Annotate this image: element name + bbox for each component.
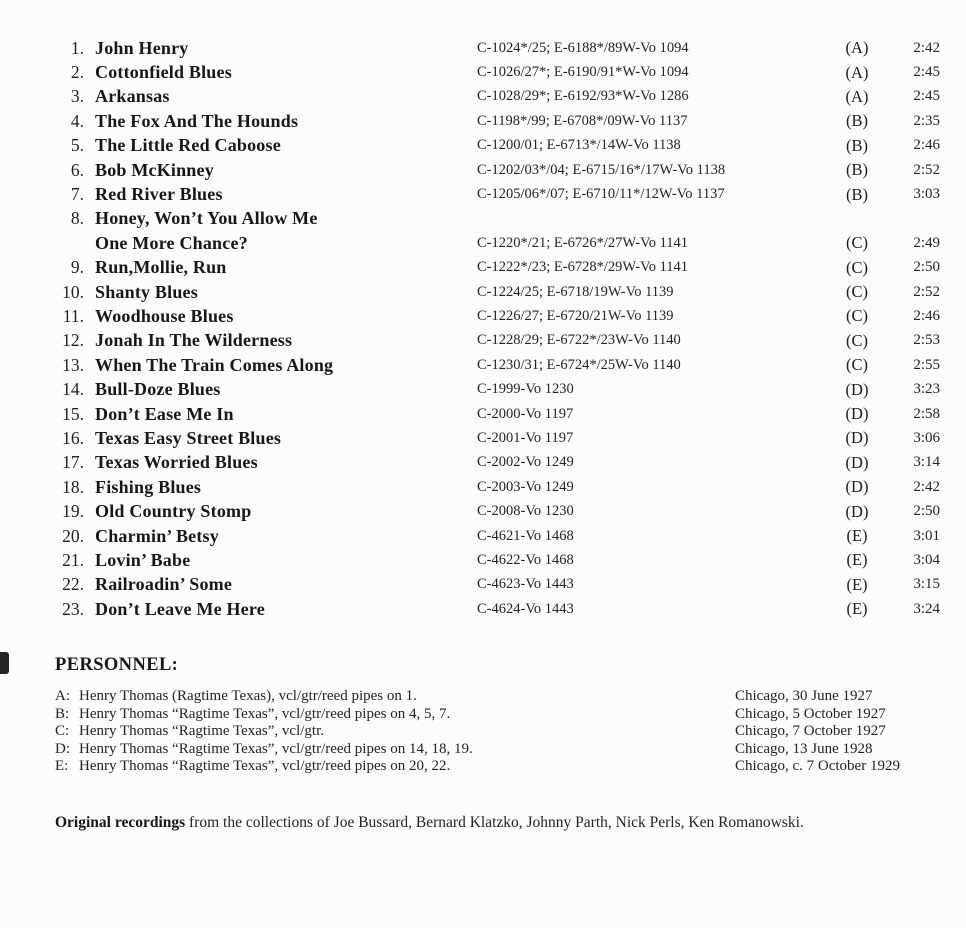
track-row <box>55 280 940 304</box>
session-date: Chicago, 30 June 1927 <box>735 688 873 704</box>
track-duration: 2:49 <box>913 234 940 251</box>
track-row <box>55 182 940 206</box>
matrix-numbers: C-4624-Vo 1443 <box>477 600 574 617</box>
session-label: C: <box>55 723 70 740</box>
track-number: 2. <box>70 62 84 83</box>
track-number: 14. <box>62 379 84 400</box>
session-date: Chicago, 5 October 1927 <box>735 705 886 722</box>
track-list <box>55 36 940 621</box>
track-title: Don’t Leave Me Here <box>95 598 265 619</box>
track-title: Bull-Doze Blues <box>95 379 221 400</box>
session-letter: (C) <box>846 355 868 375</box>
track-title: Honey, Won’t You Allow Me <box>95 208 318 229</box>
personnel-entry <box>55 688 940 706</box>
track-title: Run,Mollie, Run <box>95 257 227 278</box>
track-title: Lovin’ Babe <box>95 549 191 570</box>
track-title-line2: One More Chance? <box>95 232 248 253</box>
matrix-numbers: C-1024*/25; E-6188*/89W-Vo 1094 <box>477 39 689 56</box>
track-title-cell <box>91 499 477 523</box>
track-row <box>55 304 940 328</box>
personnel-text: Henry Thomas “Ragtime Texas”, vcl/gtr/reed pipes on 20, 22. <box>79 758 451 775</box>
track-row <box>55 134 940 158</box>
track-title-cell <box>91 573 477 597</box>
track-row <box>55 109 940 133</box>
track-duration: 2:45 <box>913 88 940 105</box>
track-title-cell <box>91 207 477 256</box>
session-date: Chicago, c. 7 October 1929 <box>735 758 900 775</box>
scan-artifact <box>0 652 9 674</box>
matrix-numbers: C-2000-Vo 1197 <box>477 405 574 422</box>
track-duration: 2:45 <box>913 64 940 81</box>
track-title-cell <box>91 182 477 206</box>
track-title-cell <box>91 353 477 377</box>
matrix-numbers: C-1202/03*/04; E-6715/16*/17W-Vo 1138 <box>477 161 726 178</box>
track-duration: 2:46 <box>913 137 940 154</box>
matrix-numbers: C-2002-Vo 1249 <box>477 454 574 471</box>
track-duration: 2:52 <box>913 283 940 300</box>
personnel-entries <box>55 688 940 776</box>
track-title: When The Train Comes Along <box>95 354 334 375</box>
session-letter: (D) <box>845 379 869 399</box>
track-row <box>55 36 940 60</box>
track-number: 4. <box>70 110 84 131</box>
matrix-numbers: C-1028/29*; E-6192/93*W-Vo 1286 <box>477 88 689 105</box>
session-letter: (C) <box>846 330 868 350</box>
track-number: 6. <box>70 159 84 180</box>
session-letter: (C) <box>846 257 868 277</box>
track-duration: 2:52 <box>913 161 940 178</box>
track-duration: 3:06 <box>913 429 940 446</box>
track-row <box>55 597 940 621</box>
track-row <box>55 499 940 523</box>
track-title-cell <box>91 377 477 401</box>
track-title-cell <box>91 109 477 133</box>
track-row <box>55 524 940 548</box>
matrix-numbers: C-1222*/23; E-6728*/29W-Vo 1141 <box>477 259 689 276</box>
session-letter: (D) <box>845 428 869 448</box>
track-title-cell <box>91 426 477 450</box>
matrix-numbers: C-2003-Vo 1249 <box>477 478 574 495</box>
session-label: A: <box>55 688 70 704</box>
session-letter: (B) <box>846 135 868 155</box>
track-row <box>55 329 940 353</box>
track-title: The Fox And The Hounds <box>95 110 299 131</box>
session-label: E: <box>55 758 69 775</box>
matrix-numbers: C-1230/31; E-6724*/25W-Vo 1140 <box>477 356 681 373</box>
personnel-text: Henry Thomas “Ragtime Texas”, vcl/gtr/reed pipes on 14, 18, 19. <box>79 740 473 757</box>
track-title-cell <box>91 134 477 158</box>
matrix-numbers: C-1224/25; E-6718/19W-Vo 1139 <box>477 283 674 300</box>
track-duration: 3:24 <box>913 600 940 617</box>
track-number: 9. <box>70 257 84 278</box>
track-row <box>55 475 940 499</box>
track-number: 13. <box>62 354 84 375</box>
track-title: Woodhouse Blues <box>95 305 234 326</box>
session-letter: (E) <box>846 526 868 545</box>
personnel-entry <box>55 758 940 776</box>
session-letter: (E) <box>846 550 868 570</box>
personnel-entry <box>55 723 940 741</box>
track-title: Charmin’ Betsy <box>95 525 219 546</box>
track-number: 12. <box>62 330 84 351</box>
track-title-cell <box>91 280 477 304</box>
session-letter: (D) <box>845 452 869 472</box>
track-row <box>55 451 940 475</box>
track-row <box>55 85 940 109</box>
matrix-numbers: C-4623-Vo 1443 <box>477 576 574 593</box>
matrix-numbers: C-1220*/21; E-6726*/27W-Vo 1141 <box>477 234 689 251</box>
session-letter: (B) <box>846 160 868 180</box>
track-title: Jonah In The Wilderness <box>95 330 293 351</box>
session-letter: (D) <box>845 477 869 497</box>
track-title: John Henry <box>95 37 189 58</box>
matrix-numbers: C-1228/29; E-6722*/23W-Vo 1140 <box>477 332 681 349</box>
matrix-numbers: C-1198*/99; E-6708*/09W-Vo 1137 <box>477 112 688 129</box>
track-row <box>55 256 940 280</box>
track-number: 16. <box>62 427 84 448</box>
matrix-numbers: C-4622-Vo 1468 <box>477 551 574 568</box>
track-title-cell <box>91 304 477 328</box>
matrix-numbers: C-1200/01; E-6713*/14W-Vo 1138 <box>477 137 681 154</box>
track-title-cell <box>91 36 477 60</box>
track-title: Fishing Blues <box>95 476 202 497</box>
track-title: Arkansas <box>95 86 170 107</box>
personnel-entry <box>55 706 940 724</box>
track-title: Old Country Stomp <box>95 501 252 522</box>
personnel-text: Henry Thomas (Ragtime Texas), vcl/gtr/reed pipes on 1. <box>79 688 417 704</box>
matrix-numbers: C-1205/06*/07; E-6710/11*/12W-Vo 1137 <box>477 186 725 203</box>
session-letter: (C) <box>846 306 868 326</box>
track-row <box>55 353 940 377</box>
track-row <box>55 573 940 597</box>
track-title-cell <box>91 548 477 572</box>
session-letter: (B) <box>846 184 868 204</box>
track-number: 20. <box>62 525 84 546</box>
track-duration: 3:14 <box>913 454 940 471</box>
track-number: 19. <box>62 501 84 522</box>
track-number: 22. <box>62 574 84 595</box>
track-title: Red River Blues <box>95 184 223 205</box>
track-row <box>55 158 940 182</box>
session-label: B: <box>55 705 70 722</box>
track-number: 7. <box>70 184 84 205</box>
matrix-numbers: C-1999-Vo 1230 <box>477 381 574 398</box>
session-date: Chicago, 13 June 1928 <box>735 740 873 757</box>
track-number: 8. <box>70 208 84 229</box>
personnel-heading: PERSONNEL: <box>55 655 179 675</box>
track-duration: 2:42 <box>913 39 940 56</box>
track-number: 23. <box>62 598 84 619</box>
track-title: Texas Worried Blues <box>95 452 258 473</box>
session-letter: (D) <box>845 404 869 424</box>
track-row <box>55 60 940 84</box>
track-title-cell <box>91 329 477 353</box>
track-title: Texas Easy Street Blues <box>95 427 282 448</box>
matrix-numbers: C-4621-Vo 1468 <box>477 527 574 544</box>
session-letter: (C) <box>846 282 868 302</box>
track-title: Don’t Ease Me In <box>95 403 234 424</box>
track-duration: 3:04 <box>913 551 940 568</box>
credits-lead: Original recordings <box>55 813 186 831</box>
matrix-numbers: C-1226/27; E-6720/21W-Vo 1139 <box>477 307 674 324</box>
personnel-text: Henry Thomas “Ragtime Texas”, vcl/gtr. <box>79 723 325 740</box>
track-title: Shanty Blues <box>95 281 198 302</box>
track-row <box>55 426 940 450</box>
track-title-cell <box>91 451 477 475</box>
track-duration: 2:58 <box>913 405 940 422</box>
track-title-cell <box>91 85 477 109</box>
track-row <box>55 402 940 426</box>
session-letter: (A) <box>845 62 869 82</box>
track-number: 1. <box>70 37 84 58</box>
track-title: Bob McKinney <box>95 159 214 180</box>
session-letter: (A) <box>845 38 869 58</box>
track-title-cell <box>91 402 477 426</box>
track-title-cell <box>91 158 477 182</box>
track-title: Railroadin’ Some <box>95 574 233 595</box>
track-duration: 2:53 <box>913 332 940 349</box>
track-duration: 2:55 <box>913 356 940 373</box>
track-duration: 3:03 <box>913 186 940 203</box>
track-title-cell <box>91 256 477 280</box>
credits <box>55 813 940 832</box>
track-number: 15. <box>62 403 84 424</box>
track-number: 10. <box>62 281 84 302</box>
session-letter: (E) <box>846 599 868 619</box>
track-row <box>55 548 940 572</box>
matrix-numbers: C-2008-Vo 1230 <box>477 503 574 520</box>
track-duration: 3:23 <box>913 381 940 398</box>
personnel-text: Henry Thomas “Ragtime Texas”, vcl/gtr/reed pipes on 4, 5, 7. <box>79 705 451 722</box>
track-duration: 2:35 <box>913 112 940 129</box>
track-duration: 2:46 <box>913 307 940 324</box>
track-title-cell <box>91 597 477 621</box>
track-title-cell <box>91 524 477 548</box>
track-duration: 2:50 <box>913 259 940 276</box>
track-row <box>55 207 940 256</box>
session-letter: (C) <box>846 233 868 253</box>
session-letter: (E) <box>846 574 868 594</box>
track-number: 17. <box>62 452 84 473</box>
session-letter: (B) <box>846 111 868 131</box>
track-duration: 2:50 <box>913 503 940 520</box>
track-number: 5. <box>70 135 84 156</box>
track-duration: 2:42 <box>913 478 940 495</box>
track-title: Cottonfield Blues <box>95 62 232 83</box>
personnel-section <box>55 655 940 776</box>
credits-rest: from the collections of Joe Bussard, Bernard Klatzko, Johnny Parth, Nick Perls, Ken Romanowski. <box>185 813 804 831</box>
track-title-cell <box>91 475 477 499</box>
track-number: 3. <box>70 86 84 107</box>
track-number: 11. <box>62 305 84 326</box>
track-number: 18. <box>62 476 84 497</box>
session-letter: (D) <box>845 501 869 521</box>
track-row <box>55 377 940 401</box>
track-number: 21. <box>62 549 84 570</box>
session-letter: (A) <box>845 86 869 106</box>
track-duration: 3:01 <box>913 527 940 544</box>
matrix-numbers: C-2001-Vo 1197 <box>477 429 574 446</box>
track-duration: 3:15 <box>913 576 940 593</box>
track-title: The Little Red Caboose <box>95 135 281 156</box>
session-label: D: <box>55 740 70 757</box>
matrix-numbers: C-1026/27*; E-6190/91*W-Vo 1094 <box>477 64 689 81</box>
track-title-cell <box>91 60 477 84</box>
session-date: Chicago, 7 October 1927 <box>735 723 886 740</box>
personnel-entry <box>55 741 940 759</box>
